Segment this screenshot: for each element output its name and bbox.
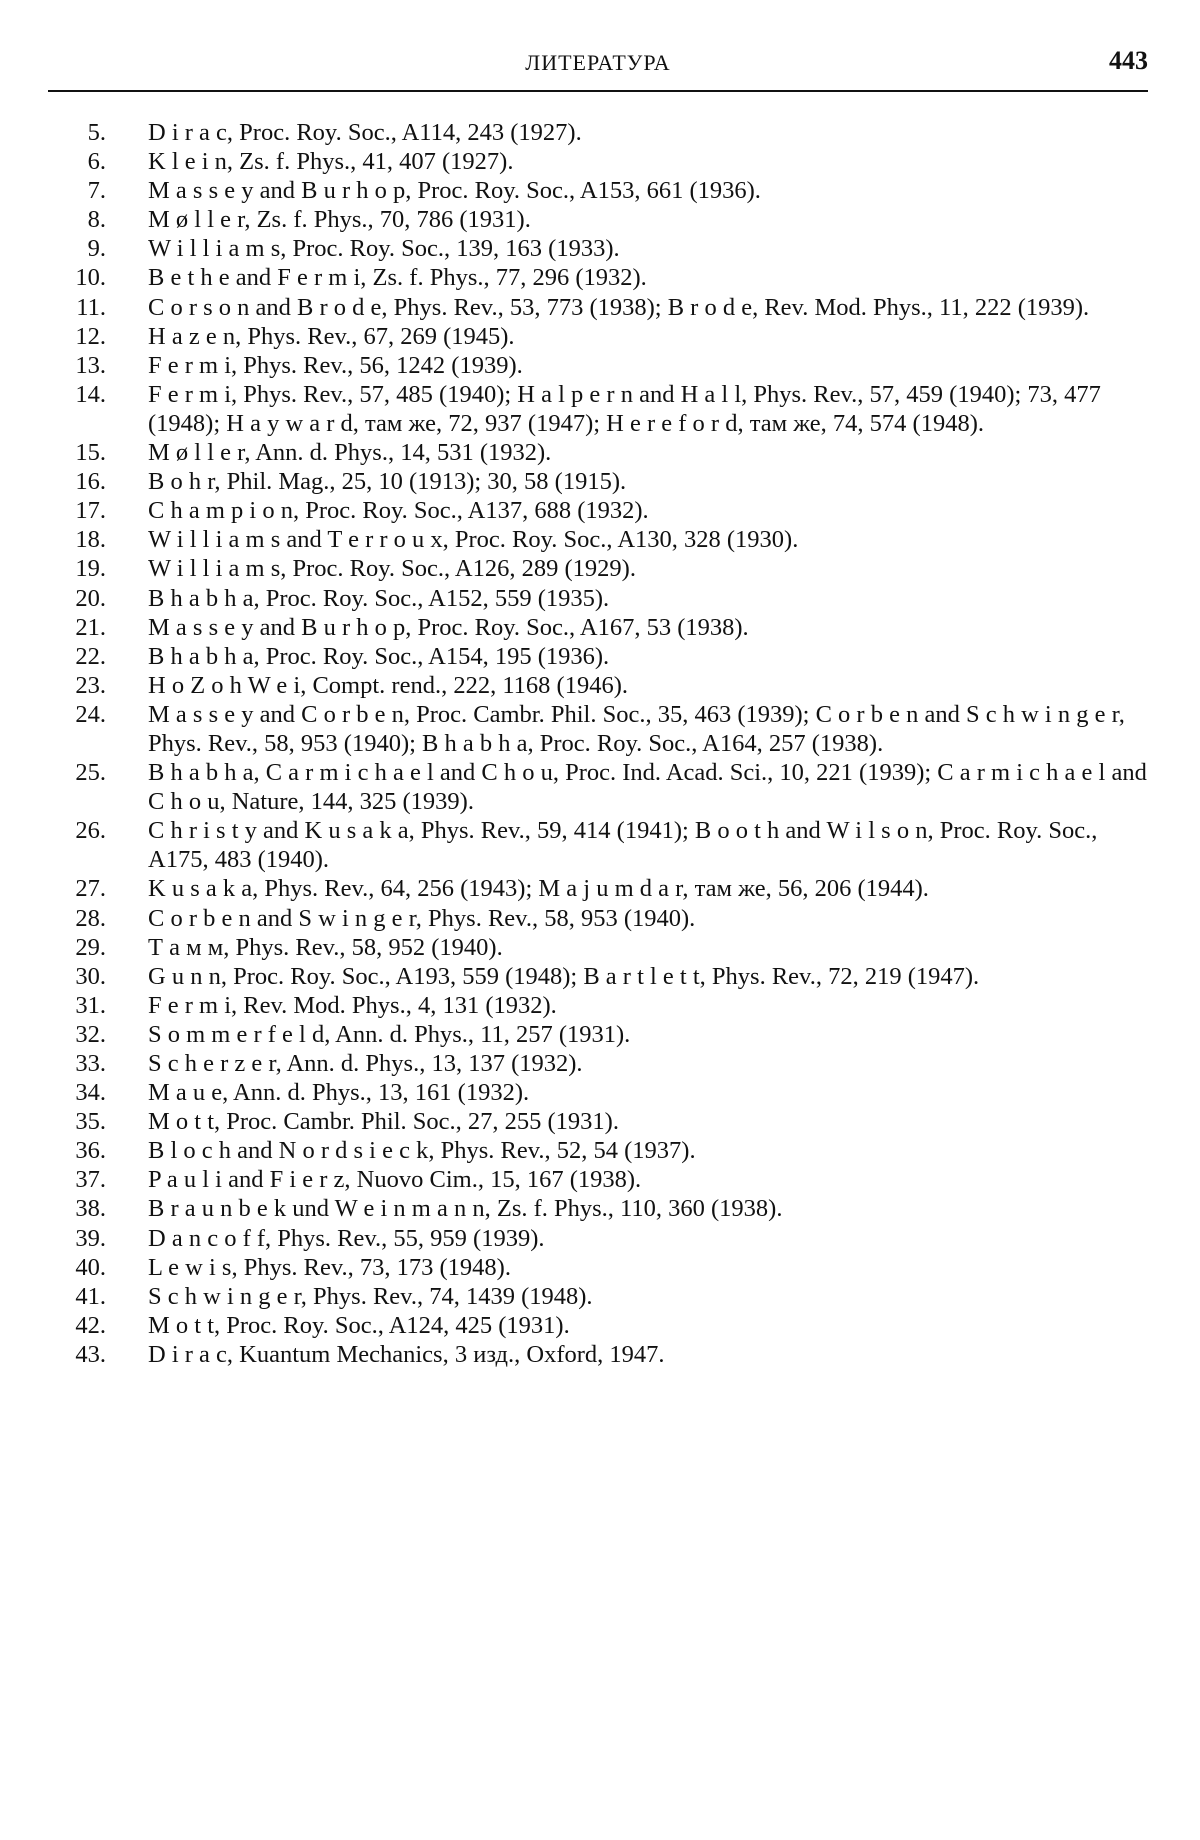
reference-number: 38.	[75, 1195, 106, 1223]
reference-text: B e t h e and F e r m i, Zs. f. Phys., 77, 296 (1932).	[148, 264, 647, 292]
reference-item	[48, 613, 1148, 642]
reference-number: 15.	[75, 439, 106, 467]
reference-text: C o r b e n and S w i n g e r, Phys. Rev., 58, 953 (1940).	[148, 904, 696, 932]
reference-number: 43.	[75, 1340, 106, 1368]
reference-number: 32.	[75, 1020, 106, 1048]
reference-number: 31.	[75, 991, 106, 1019]
reference-text: D i r a c, Kuantum Mechanics, 3 изд., Oxford, 1947.	[148, 1340, 665, 1368]
reference-number: 25.	[75, 759, 106, 787]
reference-number: 12.	[75, 322, 106, 350]
reference-item	[48, 263, 1148, 292]
reference-text: F e r m i, Phys. Rev., 57, 485 (1940); H a l p e r n and H a l l, Phys. Rev., 57, 459 (1940); 73, 477 (1948); H a y w a r d, там же, 72, 937 (1947); H e r e f o r d, там же, 74, 574 (1948).	[148, 380, 1101, 437]
reference-text: D i r a c, Proc. Roy. Soc., A114, 243 (1927).	[148, 119, 582, 146]
reference-item	[48, 1020, 1148, 1049]
reference-number: 37.	[75, 1166, 106, 1194]
reference-text: L e w i s, Phys. Rev., 73, 173 (1948).	[148, 1253, 511, 1281]
reference-item	[48, 816, 1148, 874]
reference-number: 19.	[75, 555, 106, 583]
reference-text: C h a m p i o n, Proc. Roy. Soc., A137, 688 (1932).	[148, 497, 649, 525]
reference-text: C h r i s t y and K u s a k a, Phys. Rev., 59, 414 (1941); B o o t h and W i l s o n, Proc. Roy. Soc., A175, 483 (1940).	[148, 817, 1098, 874]
reference-item	[48, 147, 1148, 176]
reference-text: M ø l l e r, Zs. f. Phys., 70, 786 (1931).	[148, 206, 531, 234]
reference-item	[48, 904, 1148, 933]
reference-item	[48, 991, 1148, 1020]
reference-text: S o m m e r f e l d, Ann. d. Phys., 11, 257 (1931).	[148, 1020, 631, 1048]
reference-text: M a s s e y and B u r h o p, Proc. Roy. Soc., A167, 53 (1938).	[148, 613, 749, 641]
running-title: ЛИТЕРАТУРА	[525, 50, 671, 75]
reference-text: P a u l i and F i e r z, Nuovo Cim., 15, 167 (1938).	[148, 1166, 642, 1194]
reference-list	[48, 118, 1148, 1369]
reference-number: 7.	[87, 177, 106, 205]
reference-text: B h a b h a, Proc. Roy. Soc., A152, 559 (1935).	[148, 584, 610, 612]
reference-item	[48, 1340, 1148, 1369]
reference-item	[48, 1311, 1148, 1340]
reference-item	[48, 467, 1148, 496]
reference-item	[48, 525, 1148, 554]
reference-item	[48, 758, 1148, 816]
reference-number: 20.	[75, 584, 106, 612]
reference-number: 26.	[75, 817, 106, 845]
reference-number: 16.	[75, 468, 106, 496]
reference-number: 27.	[75, 875, 106, 903]
reference-number: 17.	[75, 497, 106, 525]
reference-text: B l o c h and N o r d s i e c k, Phys. Rev., 52, 54 (1937).	[148, 1137, 696, 1165]
reference-text: H a z e n, Phys. Rev., 67, 269 (1945).	[148, 322, 515, 350]
reference-item	[48, 293, 1148, 322]
reference-item	[48, 554, 1148, 583]
reference-text: M a s s e y and B u r h o p, Proc. Roy. Soc., A153, 661 (1936).	[148, 177, 761, 205]
reference-item	[48, 176, 1148, 205]
reference-item	[48, 205, 1148, 234]
reference-text: S c h w i n g e r, Phys. Rev., 74, 1439 (1948).	[148, 1282, 593, 1310]
reference-number: 35.	[75, 1108, 106, 1136]
reference-item	[48, 351, 1148, 380]
reference-item	[48, 118, 1148, 147]
reference-item	[48, 1194, 1148, 1223]
reference-text: S c h e r z e r, Ann. d. Phys., 13, 137 (1932).	[148, 1050, 583, 1077]
reference-item	[48, 642, 1148, 671]
reference-text: W i l l i a m s, Proc. Roy. Soc., 139, 163 (1933).	[148, 235, 620, 263]
reference-item	[48, 322, 1148, 351]
reference-text: B h a b h a, Proc. Roy. Soc., A154, 195 (1936).	[148, 642, 610, 670]
reference-item	[48, 671, 1148, 700]
reference-item	[48, 1049, 1148, 1078]
reference-number: 29.	[75, 933, 106, 961]
reference-number: 13.	[75, 351, 106, 379]
reference-number: 39.	[75, 1224, 106, 1252]
reference-number: 21.	[75, 613, 106, 641]
reference-item	[48, 962, 1148, 991]
reference-text: K u s a k a, Phys. Rev., 64, 256 (1943); M a j u m d a r, там же, 56, 206 (1944).	[148, 875, 929, 903]
reference-text: K l e i n, Zs. f. Phys., 41, 407 (1927).	[148, 148, 514, 176]
reference-number: 5.	[87, 119, 106, 146]
reference-item	[48, 1078, 1148, 1107]
reference-text: W i l l i a m s and T e r r o u x, Proc. Roy. Soc., A130, 328 (1930).	[148, 526, 799, 554]
reference-text: W i l l i a m s, Proc. Roy. Soc., A126, 289 (1929).	[148, 555, 636, 583]
reference-number: 10.	[75, 264, 106, 292]
reference-item	[48, 1224, 1148, 1253]
reference-text: F e r m i, Rev. Mod. Phys., 4, 131 (1932).	[148, 991, 557, 1019]
reference-item	[48, 496, 1148, 525]
reference-number: 8.	[87, 206, 106, 234]
reference-text: M ø l l e r, Ann. d. Phys., 14, 531 (1932).	[148, 439, 552, 467]
reference-item	[48, 584, 1148, 613]
reference-text: H o Z o h W e i, Compt. rend., 222, 1168 (1946).	[148, 671, 628, 699]
reference-number: 28.	[75, 904, 106, 932]
reference-item	[48, 438, 1148, 467]
reference-number: 40.	[75, 1253, 106, 1281]
reference-number: 41.	[75, 1282, 106, 1310]
reference-item	[48, 380, 1148, 438]
reference-item	[48, 874, 1148, 903]
reference-text: M o t t, Proc. Cambr. Phil. Soc., 27, 255 (1931).	[148, 1108, 619, 1136]
reference-text: D a n c o f f, Phys. Rev., 55, 959 (1939).	[148, 1224, 545, 1252]
reference-item	[48, 1282, 1148, 1311]
page-header	[48, 44, 1148, 92]
reference-number: 42.	[75, 1311, 106, 1339]
reference-text: M o t t, Proc. Roy. Soc., A124, 425 (1931).	[148, 1311, 570, 1339]
reference-number: 22.	[75, 642, 106, 670]
reference-number: 24.	[75, 700, 106, 728]
reference-text: M a u e, Ann. d. Phys., 13, 161 (1932).	[148, 1079, 530, 1107]
reference-item	[48, 1253, 1148, 1282]
reference-item	[48, 1107, 1148, 1136]
reference-item	[48, 1165, 1148, 1194]
reference-number: 6.	[87, 148, 106, 176]
reference-number: 33.	[75, 1050, 106, 1077]
reference-number: 34.	[75, 1079, 106, 1107]
reference-number: 14.	[75, 380, 106, 408]
reference-text: C o r s o n and B r o d e, Phys. Rev., 53, 773 (1938); B r o d e, Rev. Mod. Phys., 11, 222 (1939).	[148, 293, 1090, 321]
reference-number: 30.	[75, 962, 106, 990]
reference-text: B o h r, Phil. Mag., 25, 10 (1913); 30, 58 (1915).	[148, 468, 627, 496]
reference-number: 23.	[75, 671, 106, 699]
reference-text: M a s s e y and C o r b e n, Proc. Cambr. Phil. Soc., 35, 463 (1939); C o r b e n and S c h w i n g e r, Phys. Rev., 58, 953 (1940); B h a b h a, Proc. Roy. Soc., A164, 257 (1938).	[148, 700, 1125, 757]
reference-text: B r a u n b e k und W e i n m a n n, Zs. f. Phys., 110, 360 (1938).	[148, 1195, 783, 1223]
reference-number: 18.	[75, 526, 106, 554]
reference-text: B h a b h a, C a r m i c h a e l and C h o u, Proc. Ind. Acad. Sci., 10, 221 (1939); C a r m i c h a e l and C h o u, Nature, 144, 325 (1939).	[148, 759, 1147, 816]
reference-text: Т а м м, Phys. Rev., 58, 952 (1940).	[148, 933, 503, 961]
page-number: 443	[1109, 46, 1148, 75]
reference-item	[48, 933, 1148, 962]
reference-item	[48, 700, 1148, 758]
reference-item	[48, 234, 1148, 263]
reference-number: 11.	[76, 293, 106, 321]
reference-text: G u n n, Proc. Roy. Soc., A193, 559 (1948); B a r t l e t t, Phys. Rev., 72, 219 (1947).	[148, 962, 980, 990]
reference-number: 9.	[87, 235, 106, 263]
reference-item	[48, 1136, 1148, 1165]
reference-number: 36.	[75, 1137, 106, 1165]
reference-text: F e r m i, Phys. Rev., 56, 1242 (1939).	[148, 351, 523, 379]
